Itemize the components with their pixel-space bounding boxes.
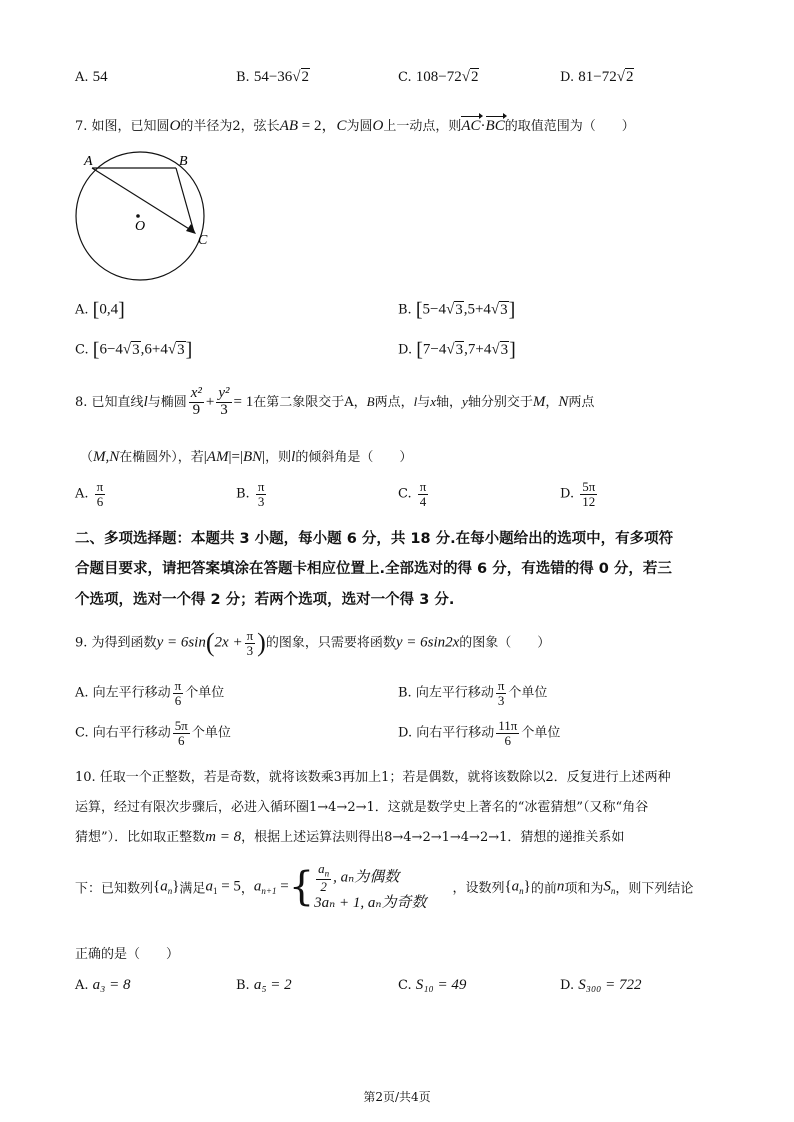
q9-stem: 9. 为得到函数y = 6sin(2x + $\frac{\pi}{3}$ )的图象，只需要将函数y = 6sin2x的图象（ ） [75,627,551,658]
q7-option-b: B. [5−4√3,5+4√3] [398,299,516,321]
q10-line4: 下：已知数列$\{a_n\}$满足$a_1 = 5$，$a_{n+1}$ ={ $\frac{a_n}{2}$ , aₙ为偶数 3aₙ + 1, aₙ为奇数 ，设数列$\{a_n\}$的前n项和为$S_n$，则下列结论 [75,861,694,911]
q6-option-a: A. 54 [75,69,108,85]
center-dot [136,214,140,218]
q7-option-c: C. [6−4√3,6+4√3] [75,339,193,361]
arrowhead-c [186,224,196,234]
q7-stem: 7. 如图，已知圆O的半径为2，弦长AB = 2，C为圆O上一动点，则AC·BC的取值范围为（ ） [75,118,635,134]
point-label-b: B [179,154,188,169]
q10-line1: 10. 任取一个正整数，若是奇数，就将该数乘3再加上1；若是偶数，就将该数除以2．反复进行上述两种 [75,770,671,785]
q8-option-d: D. $\frac{5\pi}{12}$ [560,479,596,509]
q9-option-c: C. 向右平行移动 $\frac{5\pi}{6}$ 个单位 [75,718,231,748]
q7-circle-figure [64,148,224,283]
q8-option-a: A. $\frac{\pi}{6}$ [75,479,104,509]
q10-option-b: B. a₅ = 2 [236,977,292,993]
point-label-a: A [84,154,93,169]
q8-option-c: C. $\frac{\pi}{4}$ [398,479,427,509]
section2-heading-line3: 个选项，选对一个得 2 分；若两个选项，选对一个得 3 分. [75,592,455,608]
q8-stem-line2: （M,N在椭圆外），若|AM|=|BN|，则l的倾斜角是（ ） [80,449,413,465]
q10-line5: 正确的是（ ） [75,947,180,962]
section2-heading-line1: 二、多项选择题：本题共 3 小题，每小题 6 分，共 18 分.在每小题给出的选项中，有多项符 [75,531,674,547]
q10-option-a: A. a₃ = 8 [75,977,131,993]
q6-option-b: B. 54−36√2 [236,69,310,85]
q7-option-d: D. [7−4√3,7+4√3] [398,339,516,361]
q9-option-a: A. 向左平行移动 $\frac{\pi}{6}$ 个单位 [75,678,225,708]
q10-line2: 运算，经过有限次步骤后，必进入循环圈1→4→2→1．这就是数学史上著名的“冰雹猜想”（又称“角谷 [75,800,649,815]
q10-option-c: C. S₁₀ = 49 [398,977,467,993]
q8-option-b: B. $\frac{\pi}{3}$ [236,479,265,509]
q10-option-d: D. S₃₀₀ = 722 [560,977,642,993]
q7-option-a: A. [0,4] [75,299,125,321]
q9-option-b: B. 向左平行移动 $\frac{\pi}{3}$ 个单位 [398,678,548,708]
q10-line3: 猜想”）．比如取正整数m = 8，根据上述运算法则得出8→4→2→1→4→2→1．猜想的递推关系如 [75,829,625,845]
section2-heading-line2: 合题目要求，请把答案填涂在答题卡相应位置上.全部选对的得 6 分，有选错的得 0 分，若三 [75,561,672,577]
q8-stem-line1: 8. 已知直线l与椭圆 $\frac{\text{x²}}{9}$ + $\frac{\text{y²}}{3}$ = 1在第二象限交于A，B两点，l与x轴，y轴分别交于M，N两点 [75,385,595,418]
q6-option-c: C. 108−72√2 [398,69,479,85]
q9-option-d: D. 向右平行移动 $\frac{11\pi}{6}$ 个单位 [398,718,561,748]
page-footer: 第2页/共4页 [363,1090,431,1104]
circle-o [76,152,204,280]
q6-option-d: D. 81−72√2 [560,69,634,85]
point-label-c: C [198,233,208,248]
point-label-o: O [135,219,146,234]
